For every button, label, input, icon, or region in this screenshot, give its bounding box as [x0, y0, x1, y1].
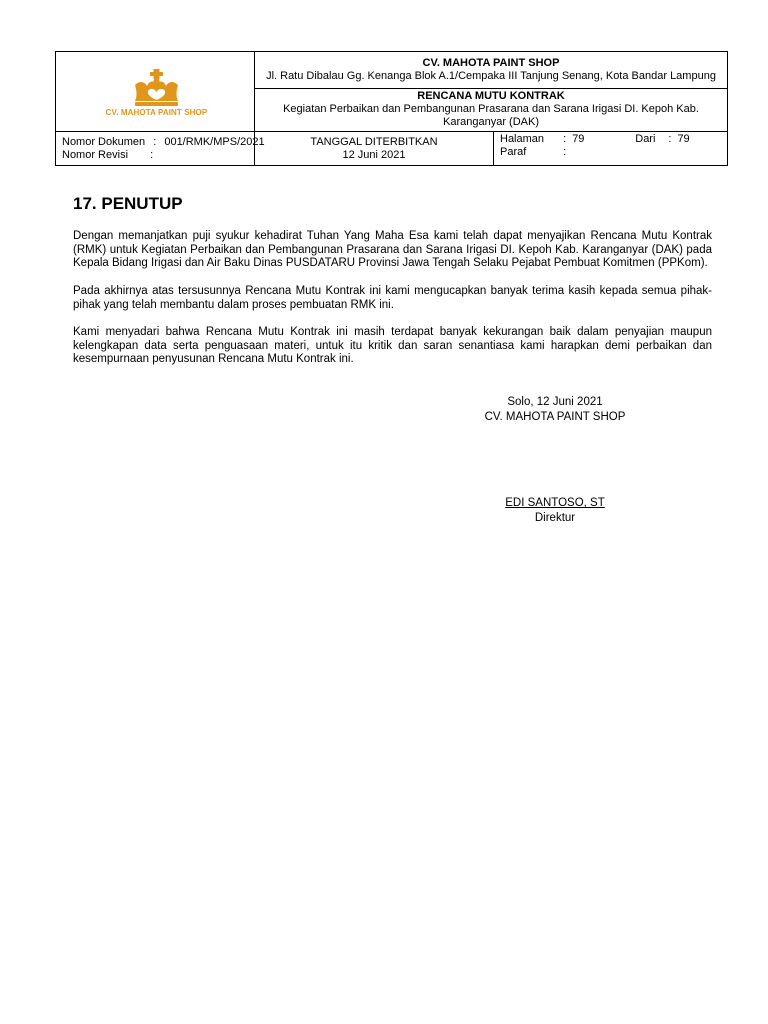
company-cell: [255, 52, 727, 89]
page-label: Halaman: [500, 133, 545, 145]
of-value: 79: [677, 133, 690, 145]
logo-text: CV. MAHOTA PAINT SHOP: [105, 108, 208, 117]
company-name: CV. MAHOTA PAINT SHOP: [422, 57, 560, 69]
issued-cell: [255, 132, 494, 165]
of-label: Dari: [635, 133, 656, 145]
doc-number-value: 001/RMK/MPS/2021: [164, 136, 265, 148]
signer-position: Direktur: [534, 512, 576, 524]
logo-cell: [56, 52, 255, 132]
paragraph-closing: Kami menyadari bahwa Rencana Mutu Kontrak ini masih terdapat banyak kekurangan baik dalam penyajian maupun kelengkapan data serta penguasaan materi, untuk itu kritik dan saran senantiasa kami harapkan demi perbaikan dan kesempurnaan penyusunan Rencana Mutu Kontrak ini.: [73, 326, 712, 366]
paragraph-opening: Dengan memanjatkan puji syukur kehadirat Tuhan Yang Maha Esa kami telah dapat menyajikan Rencana Mutu Kontrak (RMK) untuk Kegiatan Perbaikan dan Pembangunan Prasarana dan Sarana Irigasi DI. Kepoh Kab. Karanganyar (DAK) pada Kepala Bidang Irigasi dan Air Baku Dinas PUSDATARU Provinsi Jawa Tengah Selaku Pejabat Pembuat Komitmen (PPKom).: [73, 230, 712, 270]
signature-place-date: Solo, 12 Juni 2021: [507, 396, 603, 408]
signature-footer: [450, 496, 660, 526]
revision-label: Nomor Revisi: [62, 149, 129, 161]
doc-number-colon: :: [153, 136, 157, 148]
section-title: 17. PENUTUP: [73, 194, 183, 213]
doc-number-cell: [56, 132, 265, 165]
paragraph-thanks: Pada akhirnya atas tersusunnya Rencana Mutu Kontrak ini kami mengucapkan banyak terima kasih kepada semua pihak-pihak yang telah membantu dalam proses pembuatan RMK ini.: [73, 285, 712, 311]
company-address: Jl. Ratu Dibalau Gg. Kenanga Blok A.1/Cempaka III Tanjung Senang, Kota Bandar Lampung: [266, 70, 716, 82]
signer-name: EDI SANTOSO, ST: [505, 497, 605, 509]
page-value: 79: [572, 133, 585, 145]
signature-header: [450, 395, 660, 425]
issued-label: TANGGAL DITERBITKAN: [310, 136, 438, 148]
company-logo: [99, 67, 214, 121]
paraf-colon: :: [563, 146, 567, 158]
document-header-table: [55, 51, 728, 166]
issued-date: 12 Juni 2021: [342, 149, 406, 161]
of-colon: :: [668, 133, 672, 145]
plan-cell: [255, 89, 727, 132]
crown-icon: [99, 67, 214, 109]
page-colon: :: [563, 133, 567, 145]
revision-colon: :: [150, 149, 154, 161]
plan-title: RENCANA MUTU KONTRAK: [417, 90, 565, 102]
plan-subtitle: Kegiatan Perbaikan dan Pembangunan Prasarana dan Sarana Irigasi DI. Kepoh Kab. Karanganyar (DAK): [283, 103, 699, 128]
doc-number-label: Nomor Dokumen: [62, 136, 146, 148]
paraf-label: Paraf: [500, 146, 527, 158]
page-cell: [494, 132, 727, 165]
signature-company: CV. MAHOTA PAINT SHOP: [484, 411, 626, 423]
